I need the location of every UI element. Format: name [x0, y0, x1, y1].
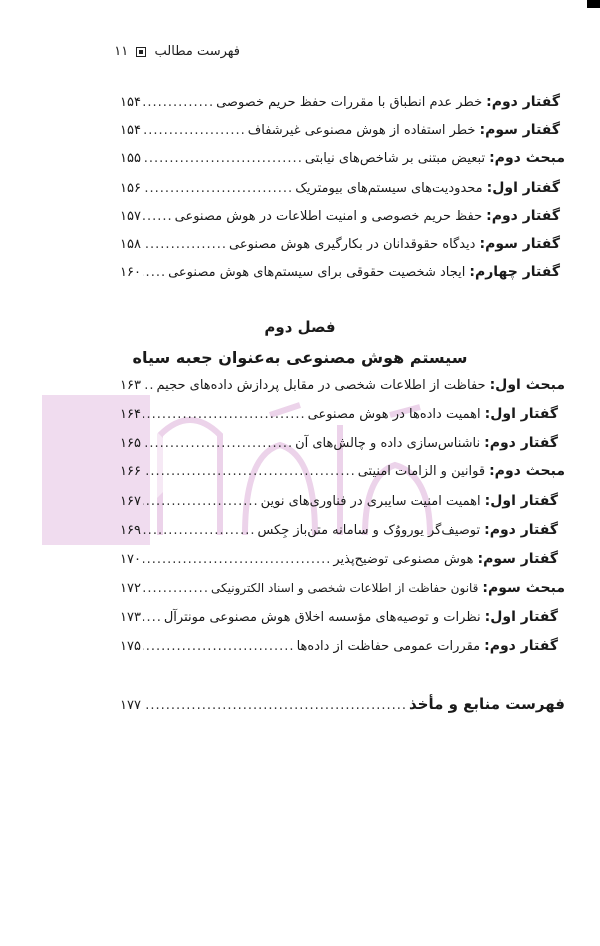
entry-page: ۱۵۵ [120, 151, 141, 166]
entry-label: مبحث سوم: [482, 580, 565, 596]
entry-label: گفتار سوم: [477, 551, 558, 567]
toc-row-bibliography[interactable] [120, 693, 565, 715]
leader-dots [143, 375, 155, 397]
toc-row[interactable] [120, 119, 560, 141]
entry-label: گفتار دوم: [486, 208, 560, 224]
entry-page: ۱۷۵ [120, 639, 141, 654]
running-head-title: فهرست مطالب [154, 44, 240, 59]
toc-row[interactable] [120, 577, 565, 599]
entry-label: گفتار اول: [484, 406, 558, 422]
entry-page: ۱۵۶ [120, 181, 141, 196]
entry-label: گفتار دوم: [484, 522, 558, 538]
entry-title: مقررات عمومی حفاظت از داده‌ها [296, 639, 481, 654]
entry-title: نظرات و توصیه‌های مؤسسه اخلاق هوش مصنوعی مونترآل [163, 610, 481, 625]
entry-page: ۱۶۴ [120, 407, 141, 422]
entry-label: گفتار اول: [486, 180, 560, 196]
leader-dots [143, 178, 293, 200]
entry-title: اهمیت امنیت سایبری در فناوری‌های نوین [260, 494, 481, 509]
entry-label: مبحث دوم: [489, 463, 565, 479]
toc-row[interactable] [120, 261, 560, 283]
entry-title: دیدگاه حقوقدانان در بکارگیری هوش مصنوعی [229, 237, 476, 252]
entry-label: گفتار اول: [484, 609, 558, 625]
toc-row[interactable] [120, 403, 558, 425]
entry-label: مبحث اول: [489, 377, 565, 393]
entry-title: محدودیت‌های سیستم‌های بیومتریک [295, 181, 483, 196]
entry-title: توصیف‌گر یورووُک و سامانه متن‌باز جِکس [257, 523, 481, 538]
toc-row[interactable] [120, 233, 560, 255]
running-head [60, 44, 240, 59]
leader-dots [143, 695, 407, 717]
entry-page: ۱۵۸ [120, 237, 141, 252]
toc-row[interactable] [120, 460, 565, 482]
running-head-page: ۱۱ [114, 44, 129, 59]
entry-page: ۱۵۷ [120, 209, 141, 224]
leader-dots [143, 148, 303, 170]
entry-page: ۱۷۳ [120, 610, 141, 625]
entry-title: حفظ حریم خصوصی و امنیت اطلاعات در هوش مصنوعی [174, 209, 483, 224]
entry-label: مبحث دوم: [489, 150, 565, 166]
toc-row[interactable] [120, 519, 558, 541]
entry-label: گفتار دوم: [484, 435, 558, 451]
entry-page: ۱۶۶ [120, 464, 141, 479]
entry-title: هوش مصنوعی توضیح‌پذیر [333, 552, 474, 567]
entry-title: تبعیض مبتنی بر شاخص‌های نیابتی [304, 151, 486, 166]
toc-row[interactable] [120, 635, 558, 657]
leader-dots [143, 206, 173, 228]
leader-dots [143, 234, 227, 256]
toc-row[interactable] [120, 432, 558, 454]
entry-page: ۱۶۷ [120, 494, 141, 509]
corner-mark [587, 0, 600, 8]
entry-page: ۱۷۰ [120, 552, 141, 567]
toc-row[interactable] [120, 91, 560, 113]
entry-page: ۱۵۴ [120, 123, 141, 138]
leader-dots [143, 120, 246, 142]
toc-row[interactable] [120, 177, 560, 199]
entry-title: قوانین و الزامات امنیتی [357, 464, 486, 479]
leader-dots [143, 578, 209, 600]
entry-label: گفتار سوم: [479, 122, 560, 138]
entry-page: ۱۵۴ [120, 95, 141, 110]
entry-label: گفتار چهارم: [469, 264, 560, 280]
entry-page: ۱۶۰ [120, 265, 141, 280]
entry-page: ۱۶۳ [120, 378, 141, 393]
entry-page: ۱۶۹ [120, 523, 141, 538]
leader-dots [143, 92, 214, 114]
leader-dots [143, 461, 356, 483]
entry-page: ۱۷۲ [120, 581, 141, 596]
leader-dots [143, 404, 306, 426]
toc-row[interactable] [120, 374, 565, 396]
entry-title: خطر عدم انطباق با مقررات حفظ حریم خصوصی [216, 95, 483, 110]
toc-row[interactable] [120, 205, 560, 227]
leader-dots [143, 520, 256, 542]
entry-title: خطر استفاده از هوش مصنوعی غیرشفاف [247, 123, 476, 138]
chapter-title: سیستم هوش مصنوعی به‌عنوان جعبه سیاه [132, 348, 468, 367]
entry-page: ۱۶۵ [120, 436, 141, 451]
square-bullet-icon [136, 47, 146, 57]
leader-dots [143, 549, 331, 571]
entry-label: گفتار دوم: [484, 638, 558, 654]
toc-row[interactable] [120, 548, 558, 570]
bibliography-label: فهرست منابع و مأخذ [409, 695, 565, 713]
leader-dots [143, 262, 166, 284]
toc-row[interactable] [120, 147, 565, 169]
leader-dots [143, 607, 162, 629]
entry-title: ایجاد شخصیت حقوقی برای سیستم‌های هوش مصنوعی [168, 265, 466, 280]
leader-dots [143, 433, 293, 455]
entry-title: ناشناس‌سازی داده و چالش‌های آن [295, 436, 481, 451]
entry-title: حفاظت از اطلاعات شخصی در مقابل پردازش داده‌های حجیم [156, 378, 486, 393]
leader-dots [143, 491, 259, 513]
toc-row[interactable] [120, 490, 558, 512]
entry-label: گفتار سوم: [479, 236, 560, 252]
entry-label: گفتار اول: [484, 493, 558, 509]
bibliography-page: ۱۷۷ [120, 698, 141, 713]
leader-dots [143, 636, 295, 658]
entry-label: گفتار دوم: [486, 94, 560, 110]
entry-title: قانون حفاظت از اطلاعات شخصی و اسناد الکترونیکی [210, 581, 479, 595]
entry-title: اهمیت داده‌ها در هوش مصنوعی [307, 407, 481, 422]
chapter-number: فصل دوم [264, 318, 336, 336]
toc-row[interactable] [120, 606, 558, 628]
